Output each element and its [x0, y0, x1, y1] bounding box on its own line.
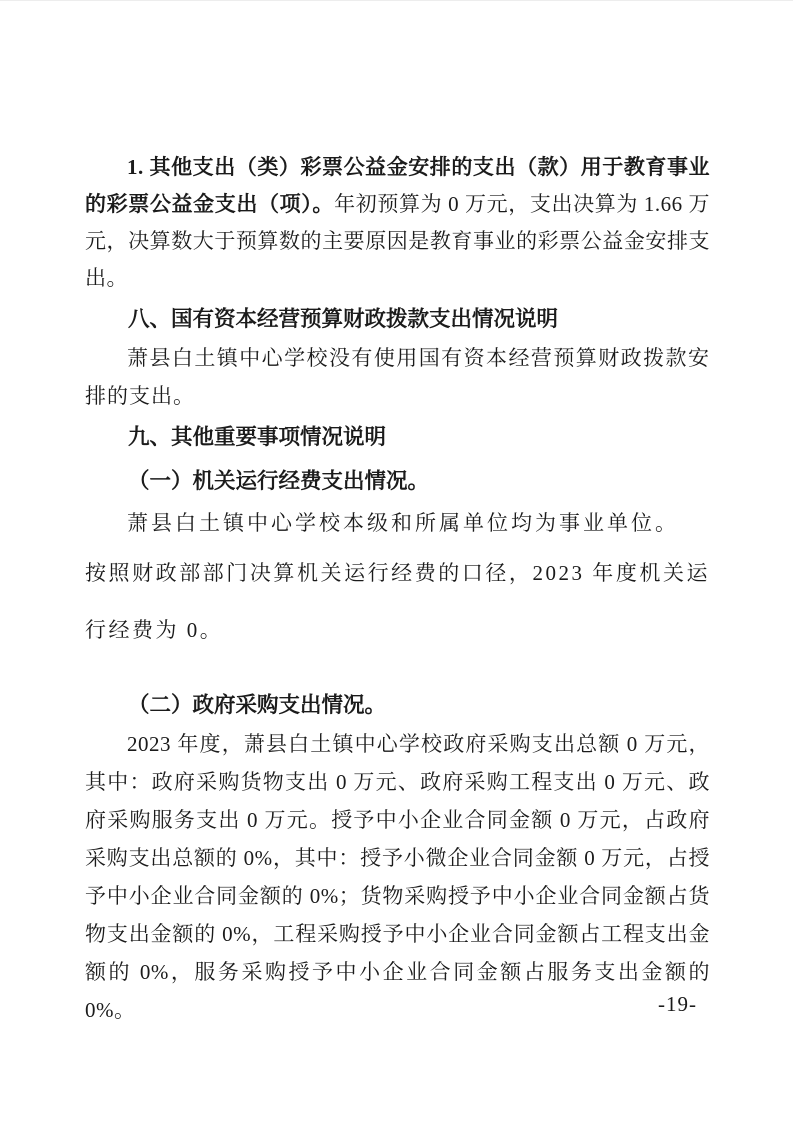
paragraph-operating-funds: 按照财政部部门决算机关运行经费的口径，2023 年度机关运行经费为 0。 [85, 561, 710, 642]
paragraph-unit-type: 萧县白土镇中心学校本级和所属单位均为事业单位。 [127, 511, 679, 535]
subsection-heading-2-government-procurement: （二）政府采购支出情况。 [128, 693, 387, 717]
paragraph-lottery-body: 年初预算为 0 万元，支出决算为 1.66 万元，决算数大于预算数的主要原因是教育事业的彩票公益金安排支出。 [85, 192, 711, 290]
paragraph-government-procurement: 2023 年度，萧县白土镇中心学校政府采购支出总额 0 万元，其中：政府采购货物支出 0 万元、政府采购工程支出 0 万元、政府采购服务支出 0 万元。授予中小企业合同金额 0 万元，占政府采购支出总额的 0%，其中：授予小微企业合同金额 0 万元，占授予中小企业合同金额的 0%；货物采购授予中小企业合同金额占货物支出金额的 0%，工程采购授予中小企业合同金额占工程支出金额的 0%，服务采购授予中小企业合同金额占服务支出金额的 0%。 [85, 732, 710, 1022]
paragraph-lottery-lead-bold: 1. 其他支出（类）彩票公益金安排的支出（款）用于教育事业的彩票公益金支出（项）。 [85, 155, 710, 216]
subsection-heading-1-operating-funds: （一）机关运行经费支出情况。 [128, 469, 430, 493]
page-number: -19- [658, 992, 697, 1016]
paragraph-soe-budget: 萧县白土镇中心学校没有使用国有资本经营预算财政拨款安排的支出。 [85, 346, 710, 408]
section-heading-8-soe-budget: 八、国有资本经营预算财政拨款支出情况说明 [128, 307, 559, 331]
section-heading-9-other-matters: 九、其他重要事项情况说明 [128, 425, 387, 449]
paragraph-lottery-public-welfare [85, 149, 710, 297]
